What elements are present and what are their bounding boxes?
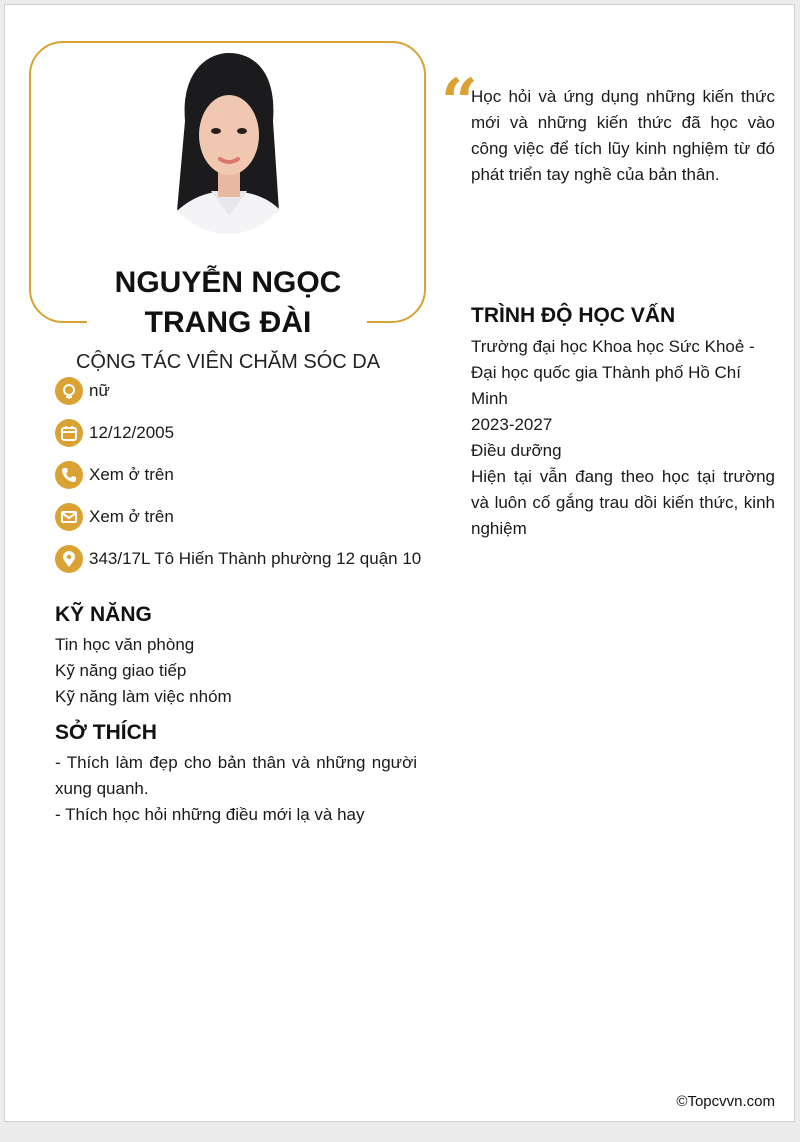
name-line-1: NGUYỄN NGỌC — [114, 266, 342, 299]
education-period: 2023-2027 — [471, 415, 553, 434]
job-title: CỘNG TÁC VIÊN CHĂM SÓC DA — [75, 351, 381, 373]
gender-value: nữ — [89, 381, 110, 400]
calendar-icon — [55, 419, 83, 447]
contact-phone — [55, 460, 435, 490]
phone-value: Xem ở trên — [89, 465, 174, 484]
education-school: Trường đại học Khoa học Sức Khoẻ - Đại học quốc gia Thành phố Hồ Chí Minh — [471, 337, 755, 408]
hobbies-title: SỞ THÍCH — [55, 721, 157, 744]
phone-icon — [55, 461, 83, 489]
candidate-name — [65, 263, 391, 343]
gender-icon — [55, 377, 83, 405]
cv-page — [4, 4, 795, 1122]
education-description: Hiện tại vẫn đang theo học tại trường và luôn cố gắng trau dồi kiến thức, kinh nghiệm — [471, 467, 775, 538]
skills-title: KỸ NĂNG — [55, 603, 152, 626]
birthday-value: 12/12/2005 — [89, 423, 175, 442]
education-major: Điều dưỡng — [471, 441, 562, 460]
contact-address — [55, 544, 435, 574]
education-title: TRÌNH ĐỘ HỌC VẤN — [471, 304, 676, 327]
contact-birthday — [55, 418, 435, 448]
email-value: Xem ở trên — [89, 507, 174, 526]
skill-item: Kỹ năng giao tiếp — [55, 661, 187, 680]
hobby-item: - Thích làm đẹp cho bản thân và những người xung quanh. — [55, 753, 417, 798]
email-icon — [55, 503, 83, 531]
address-value: 343/17L Tô Hiến Thành phường 12 quận 10 — [89, 549, 422, 568]
quote-icon: “ — [441, 65, 478, 140]
contact-gender — [55, 376, 435, 406]
skill-item: Tin học văn phòng — [55, 635, 195, 654]
profile-photo — [163, 51, 293, 234]
career-objective: Học hỏi và ứng dụng những kiến thức mới và những kiến thức đã học vào công việc để tích lũy kinh nghiệm từ đó phát triển tay nghề của bản thân. — [471, 87, 775, 184]
location-pin-icon — [55, 545, 83, 573]
name-line-2: TRANG ĐÀI — [144, 306, 312, 339]
footer-brand: ©Topcvvn.com — [676, 1093, 775, 1110]
hobby-item: - Thích học hỏi những điều mới lạ và hay — [55, 805, 365, 824]
contact-email — [55, 502, 435, 532]
skill-item: Kỹ năng làm việc nhóm — [55, 687, 232, 706]
